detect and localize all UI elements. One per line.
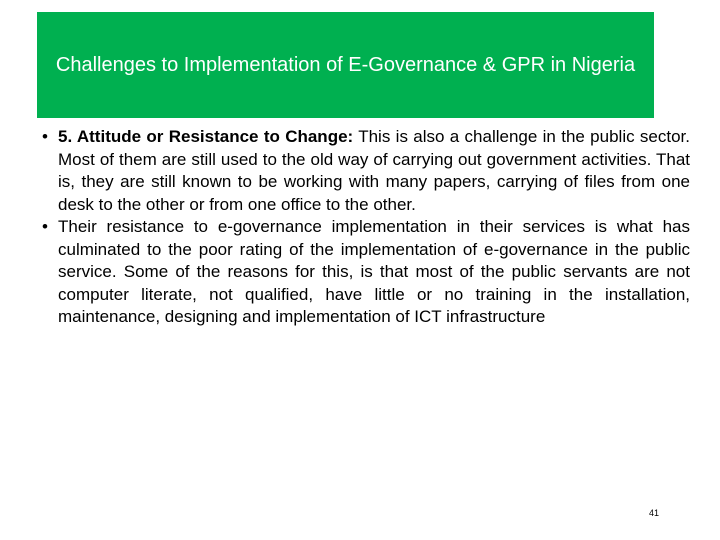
bullet-text: This is also a challenge in the public sector. Most of them are still used to the old way of carrying out government activities. That is, they are still known to be working with many papers, carrying of files from one desk to the other or from one office to the other.: [58, 127, 690, 214]
content-area: [37, 126, 690, 329]
bullet-text: Their resistance to e-governance implementation in their services is what has culminated to the poor rating of the implementation of e-governance in the public service. Some of the reasons for this, is that most of the public servants are not computer literate, not qualified, have little or no training in the installation, maintenance, designing and implementation of ICT infrastructure: [58, 217, 690, 326]
bullet-item-1: [37, 126, 690, 216]
bullet-list: [37, 126, 690, 329]
slide-title: Challenges to Implementation of E-Governance & GPR in Nigeria: [55, 54, 636, 76]
bullet-item-2: [37, 216, 690, 329]
bullet-marker: •: [42, 127, 48, 146]
page-number: 41: [648, 508, 659, 518]
bullet-heading: 5. Attitude or Resistance to Change:: [58, 127, 354, 146]
title-banner: [37, 12, 654, 118]
bullet-marker: •: [42, 217, 48, 236]
